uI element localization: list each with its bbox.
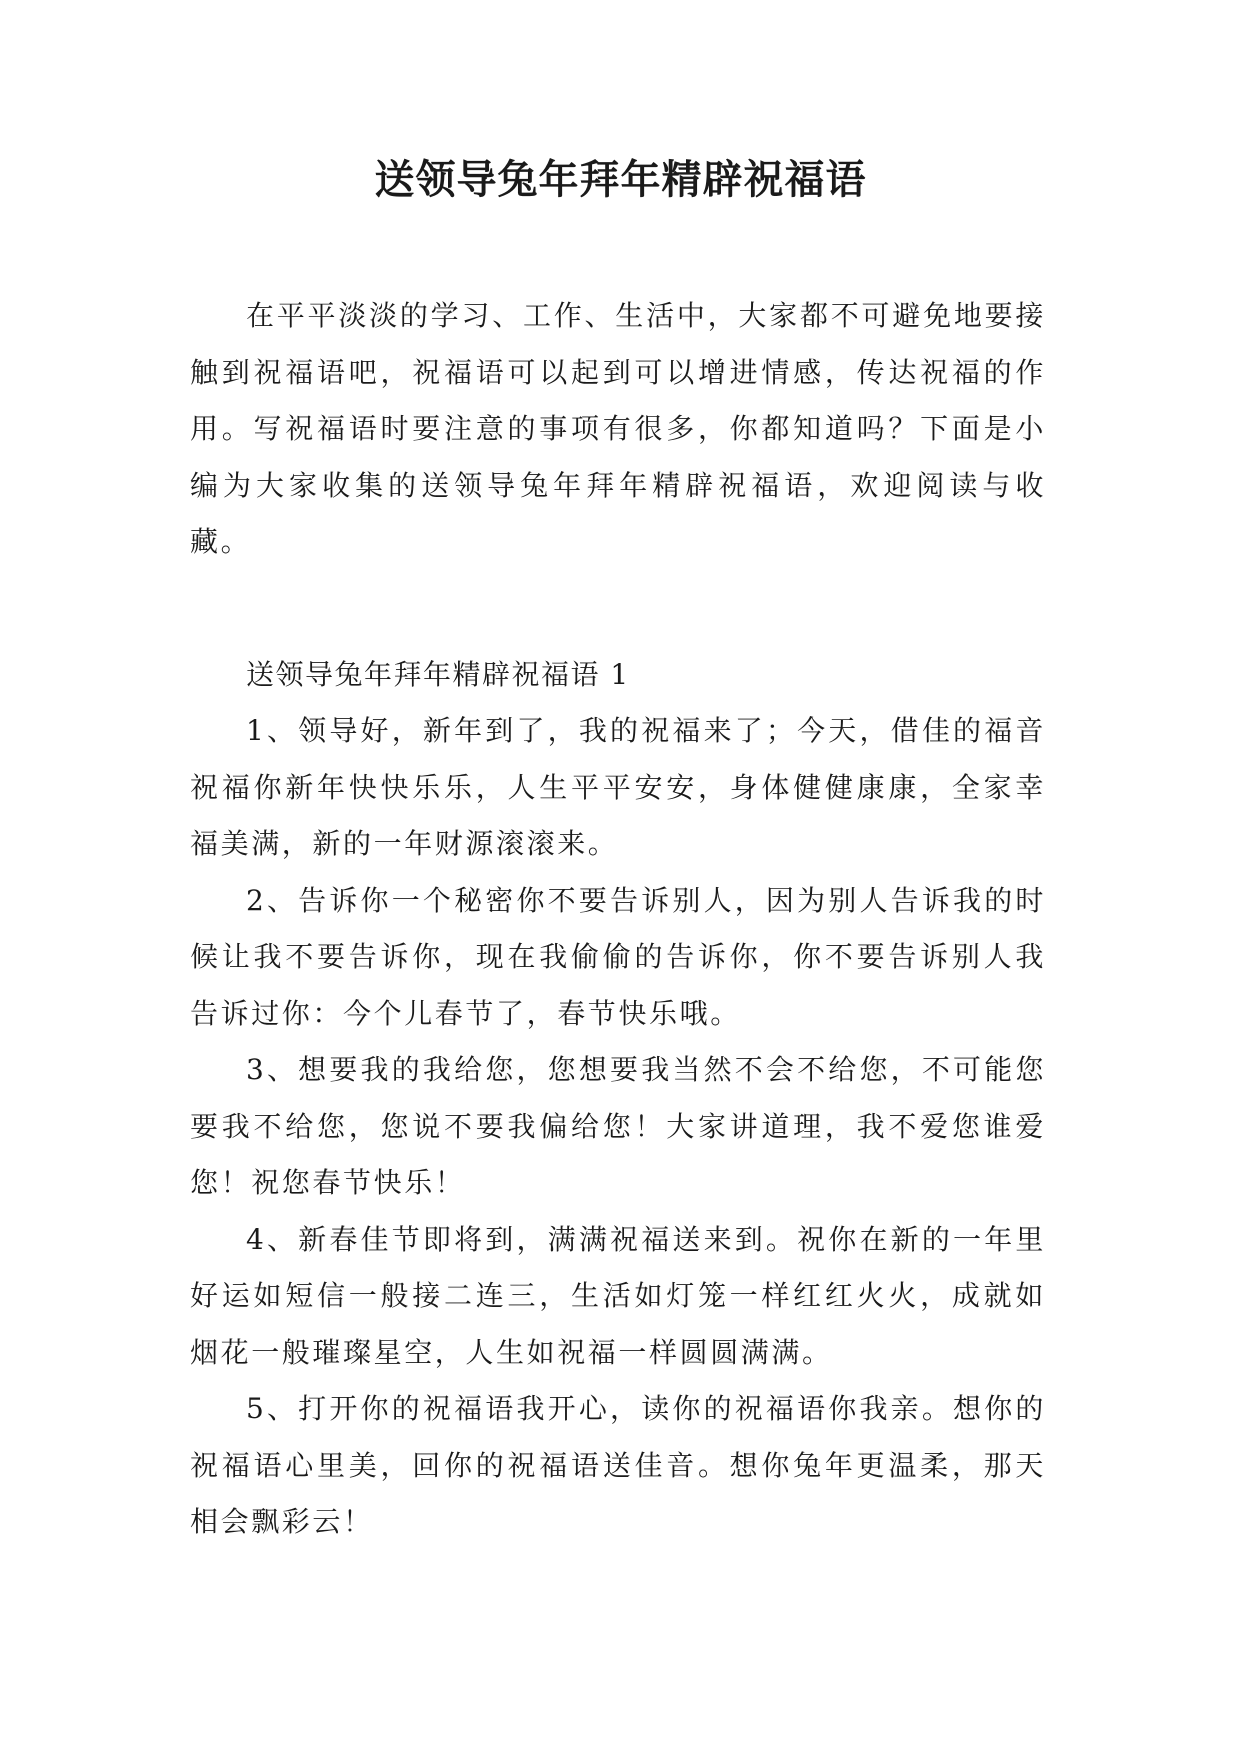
- document-title: 送领导兔年拜年精辟祝福语: [374, 157, 867, 203]
- section-heading: 送领导兔年拜年精辟祝福语 1: [246, 657, 630, 691]
- greeting-item-4: 4、新春佳节即将到，满满祝福送来到。祝你在新的一年里好运如短信一般接二连三，生活如灯笼一样红红火火，成就如烟花一般璀璨星空，人生如祝福一样圆圆满满。: [190, 1222, 1046, 1369]
- greeting-item-3: 3、想要我的我给您，您想要我当然不会不给您，不可能您要我不给您，您说不要我偏给您！大家讲道理，我不爱您谁爱您！祝您春节快乐！: [190, 1053, 1046, 1199]
- document-body: [190, 288, 1046, 1551]
- greeting-item-2: 2、告诉你一个秘密你不要告诉别人，因为别人告诉我的时候让我不要告诉你，现在我偷偷的告诉你，你不要告诉别人我告诉过你：今个儿春节了，春节快乐哦。: [190, 883, 1046, 1030]
- greeting-item-5: 5、打开你的祝福语我开心，读你的祝福语你我亲。想你的祝福语心里美，回你的祝福语送佳音。想你兔年更温柔，那天相会飘彩云！: [190, 1392, 1046, 1538]
- intro-paragraph: 在平平淡淡的学习、工作、生活中，大家都不可避免地要接触到祝福语吧，祝福语可以起到可以增进情感，传达祝福的作用。写祝福语时要注意的事项有很多，你都知道吗？下面是小编为大家收集的送领导兔年拜年精辟祝福语，欢迎阅读与收藏。: [190, 299, 1046, 558]
- greeting-item-1: 1、领导好，新年到了，我的祝福来了；今天，借佳的福音祝福你新年快快乐乐，人生平平安安，身体健健康康，全家幸福美满，新的一年财源滚滚来。: [190, 714, 1046, 860]
